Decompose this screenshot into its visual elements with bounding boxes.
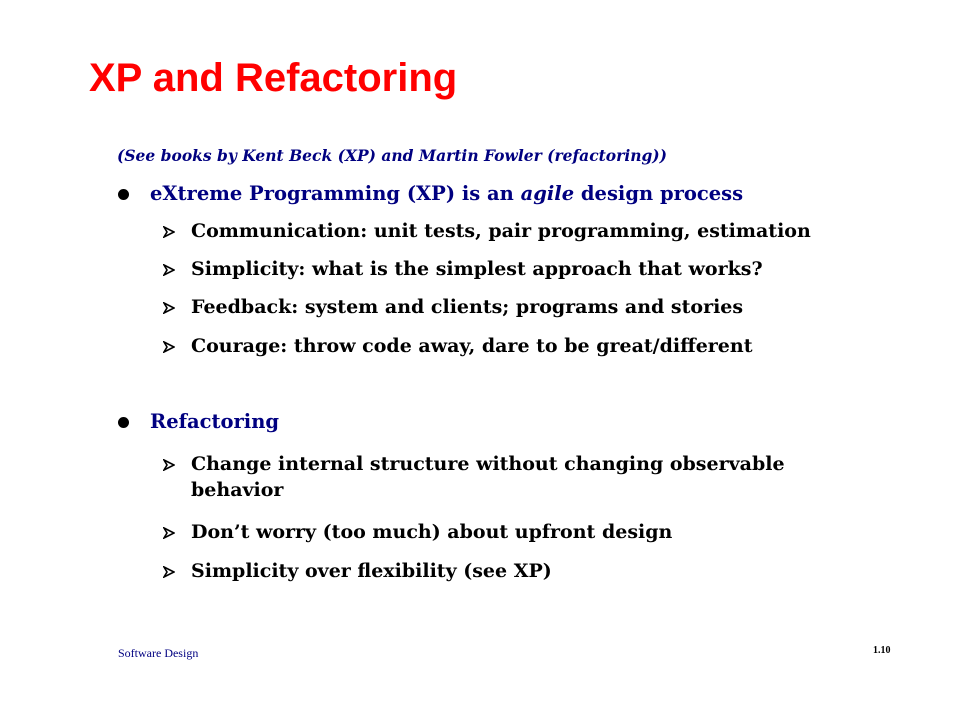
arrow-bullet-icon [163,302,175,314]
section-refactoring-heading: Refactoring [150,410,280,433]
list-item-courage: Courage: throw code away, dare to be great/different [191,335,753,357]
list-item-communication: Communication: unit tests, pair programming, estimation [191,220,811,242]
list-item-feedback: Feedback: system and clients; programs and stories [191,296,744,318]
slide-subtitle: (See books by Kent Beck (XP) and Martin Fowler (refactoring)) [117,146,667,165]
footer-slide-number: 1.10 [873,645,891,656]
arrow-bullet-icon [163,459,175,471]
slide-title: XP and Refactoring [89,56,458,100]
arrow-bullet-icon [163,527,175,539]
section-xp-text-italic: agile [520,182,575,205]
bullet-dot-icon [118,417,129,428]
arrow-bullet-icon [163,566,175,578]
arrow-bullet-icon [163,226,175,238]
arrow-bullet-icon [163,264,175,276]
list-item-change-structure: Change internal structure without changing observable behavior [191,453,785,501]
footer-course-name: Software Design [118,646,199,660]
list-item-upfront-design: Don’t worry (too much) about upfront design [191,521,673,543]
section-xp-text-after: design process [574,182,744,205]
list-item-simplicity: Simplicity: what is the simplest approach that works? [191,258,763,280]
section-xp-heading [150,181,743,207]
section-xp-text-before: eXtreme Programming (XP) is an [150,182,521,205]
list-item-simplicity-flexibility: Simplicity over flexibility (see XP) [191,560,552,582]
bullet-dot-icon [118,189,129,200]
arrow-bullet-icon [163,341,175,353]
